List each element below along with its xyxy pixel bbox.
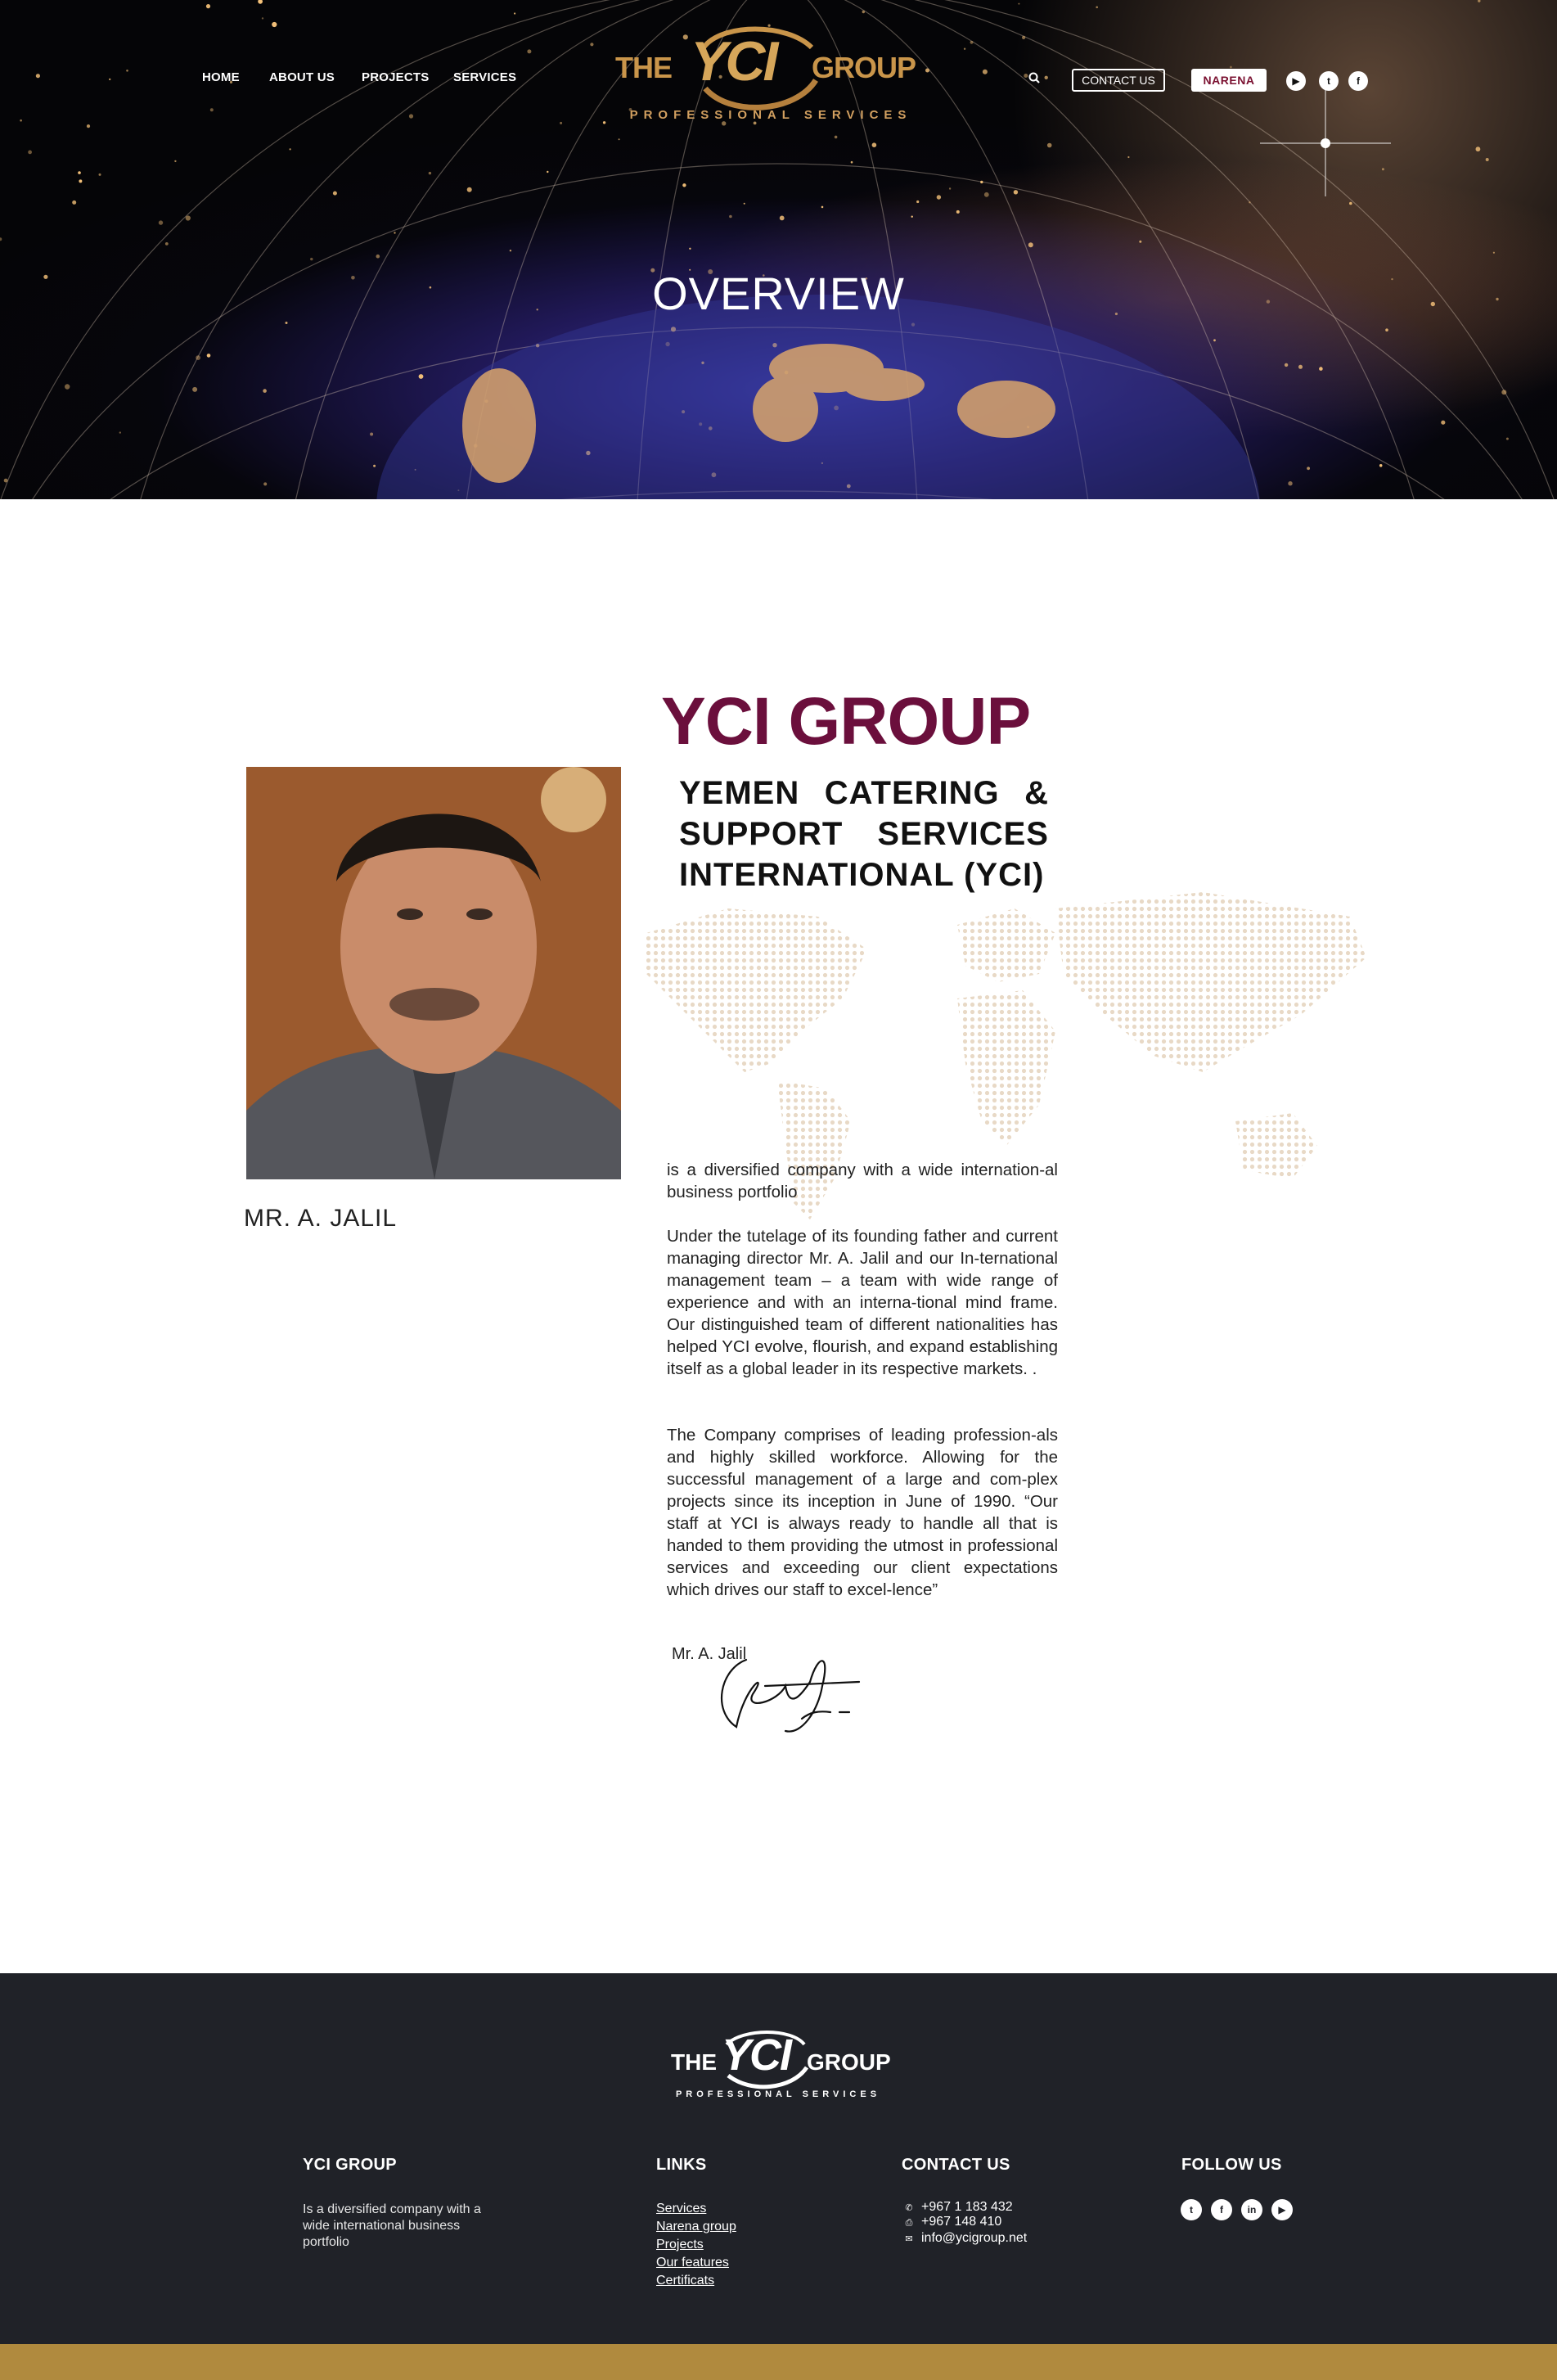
hero-star: [983, 70, 988, 74]
hero-star: [547, 171, 548, 173]
hero-star: [65, 384, 70, 389]
footer-link-narena-group[interactable]: Narena group: [656, 2220, 736, 2234]
envelope-icon: ✉: [905, 2234, 913, 2244]
hero-star: [286, 322, 288, 324]
footer-gold-bar: [0, 2344, 1557, 2380]
hero-star: [78, 171, 81, 174]
facebook-icon[interactable]: f: [1211, 2199, 1232, 2220]
footer-logo-group: GROUP: [807, 2049, 891, 2075]
section-title: YCI GROUP: [661, 684, 1031, 759]
hero-star: [1493, 252, 1495, 254]
hero-star: [373, 465, 376, 467]
hero-star: [527, 49, 531, 53]
hero-star: [956, 210, 960, 214]
site-logo[interactable]: [615, 23, 926, 129]
nav-home[interactable]: HOME: [202, 70, 240, 84]
hero-star: [1127, 156, 1129, 158]
hero-star: [970, 41, 974, 44]
footer-follow-heading: FOLLOW US: [1181, 2156, 1282, 2174]
hero-star: [1307, 467, 1310, 470]
nav-about-us[interactable]: ABOUT US: [269, 70, 335, 84]
hero-star: [780, 216, 785, 221]
hero-star: [20, 119, 22, 122]
hero-star: [370, 433, 373, 436]
search-icon[interactable]: [1027, 70, 1043, 87]
hero-star: [619, 138, 620, 140]
hero-star: [165, 242, 169, 246]
hero-star: [964, 48, 965, 50]
footer-logo-the: THE: [671, 2049, 717, 2075]
hero-star: [419, 374, 424, 379]
hero-star: [36, 74, 40, 78]
hero-star: [1230, 66, 1232, 69]
hero-star: [394, 232, 395, 233]
hero-star: [872, 142, 877, 147]
footer-link-services[interactable]: Services: [656, 2202, 707, 2215]
logo-group: GROUP: [812, 51, 916, 84]
hero-star: [467, 187, 472, 192]
hero-star: [207, 354, 211, 358]
portrait-photo: [246, 767, 621, 1179]
hero-star: [1319, 367, 1323, 371]
hero-star: [376, 255, 380, 259]
hero-star: [1349, 202, 1352, 205]
footer-link-our-features[interactable]: Our features: [656, 2256, 729, 2270]
hero-star: [263, 482, 267, 485]
hero-star: [1096, 7, 1098, 9]
footer-company-text: Is a diversified company with a wide international business portfolio: [303, 2202, 481, 2249]
intro-paragraph: is a diversified company with a wide internation-al business portfolio: [667, 1161, 1058, 1201]
hero-star: [1385, 328, 1388, 331]
hero-star: [258, 0, 263, 4]
nav-projects[interactable]: PROJECTS: [362, 70, 430, 84]
handwritten-signature: [687, 1637, 884, 1743]
hero-star: [1476, 146, 1481, 151]
hero-star: [186, 215, 191, 220]
footer-links-heading: LINKS: [656, 2156, 707, 2174]
hero-star: [1288, 481, 1292, 485]
hero-star: [1379, 464, 1383, 467]
hero-star: [159, 220, 163, 224]
hero-star: [263, 389, 267, 393]
company-paragraph: The Company comprises of leading profession-als and highly skilled workforce. Allowing for the successful management of a large and com-plex projects since its inception in June of 1990. “Our staff at YCI is always ready to handle all that is handed to them providing the utmost in professional services and exceeding our client expectations which drives our staff to excel-lence”: [667, 1426, 1058, 1599]
logo-tagline: PROFESSIONAL SERVICES: [629, 108, 912, 122]
footer-link-projects[interactable]: Projects: [656, 2238, 704, 2252]
page-title: OVERVIEW: [652, 268, 905, 319]
footer-logo-tagline: PROFESSIONAL SERVICES: [675, 2089, 881, 2099]
twitter-icon[interactable]: t: [1181, 2199, 1202, 2220]
facebook-icon[interactable]: f: [1348, 71, 1368, 91]
phone-icon: ✆: [905, 2203, 913, 2213]
footer-logo[interactable]: [671, 2028, 892, 2110]
footer-contact-heading: CONTACT US: [902, 2156, 1010, 2174]
person-illustration: [246, 767, 621, 1179]
narena-button[interactable]: NARENA: [1191, 69, 1267, 92]
hero-star: [1213, 339, 1216, 341]
hero-star: [1486, 158, 1489, 161]
footer-phone: [903, 2200, 1013, 2215]
hero-star: [210, 108, 214, 111]
hero-star: [119, 431, 121, 433]
footer-company-heading: YCI GROUP: [303, 2156, 397, 2174]
hero-star: [429, 172, 431, 174]
hero-star: [729, 215, 732, 219]
hero-star: [1501, 390, 1506, 394]
hero-star: [4, 479, 8, 483]
hero-star: [1047, 143, 1052, 148]
logo-yci: YCI: [691, 30, 776, 92]
hero-star: [821, 206, 824, 209]
management-paragraph: Under the tutelage of its founding father and current managing director Mr. A. Jalil and our In-ternational management team – a team with wide range of experience and with an interna-tional mind frame. Our distinguished team of different nationalities has helped YCI evolve, flourish, and expand establishing itself as a global leader in its respective markets. .: [667, 1227, 1058, 1378]
hero-star: [196, 355, 200, 360]
footer-phone-value: +967 1 183 432: [921, 2200, 1013, 2214]
hero-star: [835, 136, 838, 139]
hero-star: [79, 179, 82, 183]
hero-star: [206, 4, 210, 8]
footer-email-value[interactable]: info@ycigroup.net: [921, 2231, 1028, 2245]
hero-star: [262, 17, 263, 19]
hero-star: [272, 22, 277, 27]
footer-link-certificats[interactable]: Certificats: [656, 2274, 715, 2288]
hero-star: [1018, 3, 1019, 5]
hero-banner: [0, 0, 1557, 499]
hero-star: [689, 248, 691, 250]
hero-star: [603, 121, 605, 124]
hero-star: [126, 70, 128, 72]
footer-email[interactable]: [903, 2231, 1027, 2246]
hero-star: [514, 12, 515, 14]
hero-star: [99, 174, 101, 176]
person-name: MR. A. JALIL: [244, 1205, 398, 1232]
hero-star: [916, 201, 919, 203]
signature-name: Mr. A. Jalil: [672, 1645, 747, 1663]
hero-star: [1298, 365, 1303, 369]
nav-services[interactable]: SERVICES: [453, 70, 517, 84]
hero-star: [1441, 421, 1445, 425]
hero-star: [510, 250, 511, 251]
hero-star: [1506, 438, 1509, 440]
youtube-icon[interactable]: ▶: [1286, 71, 1306, 91]
hero-star: [409, 114, 413, 118]
hero-star: [0, 237, 2, 241]
footer-fax-value: +967 148 410: [921, 2215, 1002, 2229]
linkedin-icon[interactable]: in: [1241, 2199, 1262, 2220]
hero-star: [937, 195, 941, 199]
hero-star: [744, 203, 745, 205]
hero-star: [1478, 0, 1480, 2]
hero-star: [310, 258, 313, 260]
hero-star: [949, 187, 951, 189]
hero-star: [1382, 168, 1384, 170]
hero-star: [28, 151, 32, 155]
footer-fax: [903, 2215, 1001, 2229]
footer-logo-yci: YCI: [722, 2031, 791, 2080]
hero-star: [1022, 36, 1025, 39]
hero-star: [911, 216, 913, 218]
fax-icon: ⎙: [905, 2218, 913, 2228]
contact-us-button[interactable]: CONTACT US: [1072, 69, 1165, 92]
hero-star: [1014, 190, 1018, 194]
hero-star: [333, 192, 337, 196]
hero-star: [1249, 201, 1250, 203]
hero-star: [1045, 76, 1048, 79]
hero-star: [174, 160, 176, 162]
hero-star: [984, 192, 989, 197]
hero-star: [109, 79, 110, 80]
hero-star: [1139, 241, 1141, 243]
hero-star: [290, 148, 291, 150]
youtube-icon[interactable]: ▶: [1271, 2199, 1293, 2220]
hero-star: [1028, 242, 1033, 247]
logo-the: THE: [615, 51, 672, 84]
hero-star: [72, 201, 76, 205]
twitter-icon[interactable]: t: [1319, 71, 1339, 91]
section-subtitle: YEMEN CATERING & SUPPORT SERVICES INTERNATIONAL (YCI): [679, 775, 1049, 893]
hero-star: [851, 161, 853, 164]
hero-star: [590, 43, 593, 46]
hero-star: [560, 122, 562, 124]
hero-star: [1285, 363, 1288, 367]
hero-star: [87, 124, 90, 128]
hero-star: [862, 11, 865, 13]
hero-star: [682, 183, 686, 187]
hero-star: [192, 387, 197, 392]
hero-star: [980, 181, 983, 183]
